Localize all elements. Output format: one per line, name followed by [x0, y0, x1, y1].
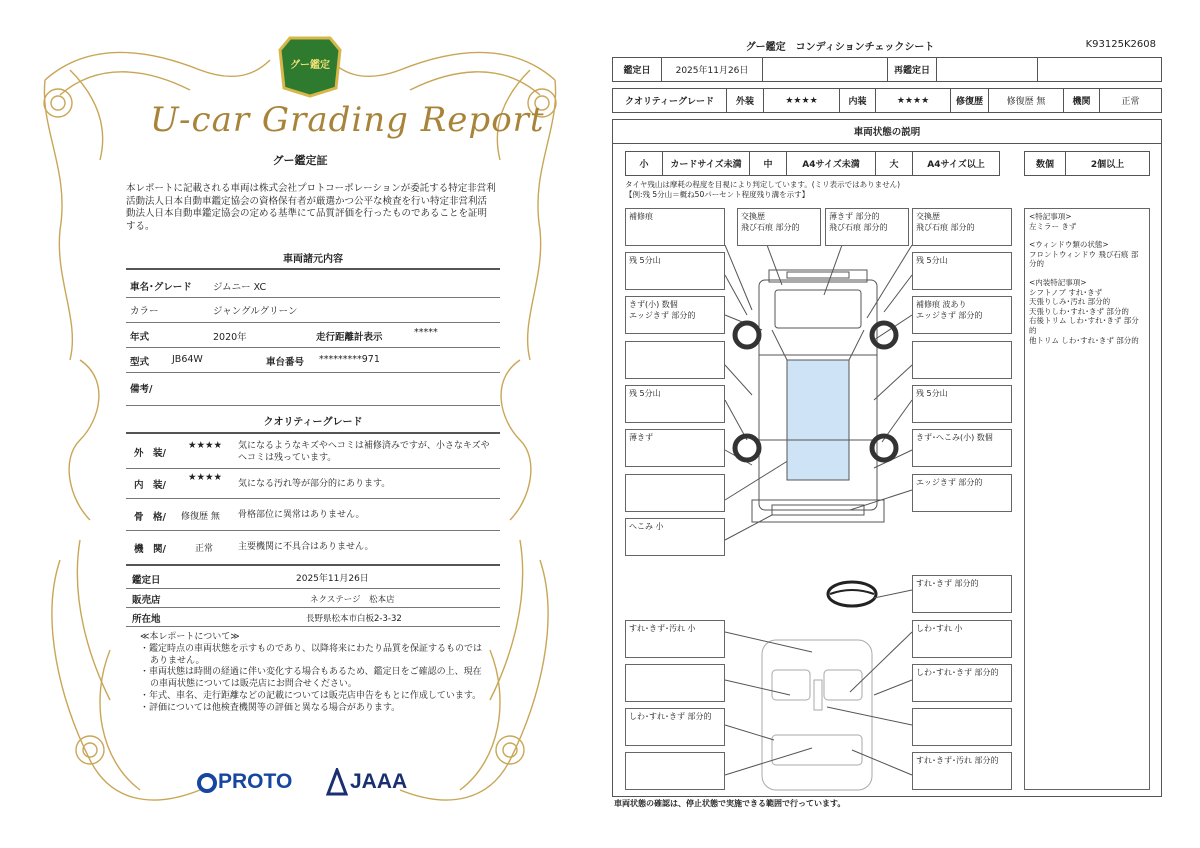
interior-note-ceiling: すれ･きず･汚れ 小	[625, 620, 725, 658]
divider	[126, 347, 500, 348]
date-label: 鑑定日	[612, 57, 662, 82]
interior-notes-line: 右後トリム しわ･すれ･きず 部分的	[1029, 316, 1139, 335]
mileage-value: *****	[414, 327, 438, 338]
damage-note-left-door-rear	[625, 341, 725, 379]
interior-note-front-right-seat: しわ･すれ 小	[912, 620, 1012, 658]
address-label: 所在地	[132, 614, 161, 625]
exterior-comment: 気になるようなキズやヘコミは補修済みですが、小さなキズやヘコミは残っています。	[238, 441, 490, 463]
divider	[126, 530, 500, 531]
window-notes-group	[1029, 240, 1145, 269]
jaaa-logo-icon	[326, 768, 348, 796]
report-notes	[140, 632, 490, 715]
interior-note-left-trim: しわ･すれ･きず 部分的	[625, 708, 725, 746]
damage-note-rear-right: きず･へこみ(小) 数個	[912, 429, 1012, 467]
tire-note-rear-right: 残 5分山	[912, 385, 1012, 423]
notes-title: ≪本レポートについて≫	[140, 632, 240, 642]
model-label: 型式	[130, 357, 150, 368]
interior-notes-line: 天張りしみ･汚れ 部分的	[1029, 297, 1111, 307]
damage-note-rear: へこみ 小	[625, 518, 725, 556]
legend-count-value: 2個以上	[1065, 151, 1150, 176]
damage-note-front-bumper: 交換歴 飛び石痕 部分的	[737, 208, 821, 246]
badge-text: グー鑑定	[290, 60, 330, 71]
proto-logo: PROTO	[218, 770, 293, 793]
tire-note-front-left: 残 5分山	[625, 252, 725, 290]
inspection-date-label: 鑑定日	[132, 575, 161, 586]
interior-stars: ★★★★	[875, 88, 951, 113]
date-value: 2025年11月26日	[661, 57, 763, 82]
interior-note-front-left-seat	[625, 664, 725, 702]
damage-note-hood: 薄きず 部分的 飛び石痕 部分的	[825, 208, 909, 246]
special-notes-group	[1029, 212, 1145, 231]
car-name-label: 車名･グレード	[130, 282, 192, 293]
year-value: 2020年	[213, 332, 247, 343]
divider	[126, 626, 500, 627]
frame-value: 修復歴 無	[181, 512, 220, 522]
proto-logo-icon	[196, 772, 218, 794]
exterior-stars: ★★★★	[188, 440, 223, 451]
interior-notes-line: シフトノブ すれ･きず	[1029, 287, 1103, 297]
note-item: ・鑑定時点の車両状態を示すものであり、以降将来にわたり品質を保証するものではありません。	[140, 643, 483, 666]
damage-note-front-right: 交換歴 飛び石痕 部分的	[912, 208, 1012, 246]
divider	[126, 405, 500, 406]
divider	[126, 268, 500, 270]
inspection-date-value: 2025年11月26日	[296, 574, 369, 584]
interior-notes-line: 他トリム しわ･すれ･きず 部分的	[1029, 335, 1139, 345]
exterior-label: 外装	[726, 88, 764, 113]
blank-cell	[762, 57, 888, 82]
damage-note-right-door-rear	[912, 341, 1012, 379]
mileage-label: 走行距離計表示	[316, 332, 383, 343]
interior-notes-group	[1029, 278, 1145, 345]
divider	[126, 588, 500, 589]
divider	[126, 468, 500, 469]
color-label: カラー	[130, 306, 159, 317]
divider	[126, 297, 500, 298]
interior-note-steering: すれ･きず 部分的	[912, 575, 1012, 613]
interior-note-console	[912, 708, 1012, 746]
grade-section-title: クオリティーグレード	[263, 417, 363, 428]
description-title: 車両状態の説明	[612, 119, 1162, 144]
interior-label: 内装	[839, 88, 876, 113]
engine-label: 機関	[1063, 88, 1100, 113]
sheet-title: グー鑑定 コンディションチェックシート	[745, 42, 935, 53]
exterior-label: 外 装/	[134, 448, 166, 459]
interior-label: 内 装/	[134, 480, 166, 491]
divider	[126, 498, 500, 499]
tire-note-rear-left: 残 5分山	[625, 385, 725, 423]
damage-note-rear-right-2: エッジきず 部分的	[912, 474, 1012, 512]
tire-example: 【例:残 5分山＝概ね50パーセント程度残り溝を示す】	[625, 190, 810, 199]
interior-note-rear-left-seat	[625, 752, 725, 790]
interior-comment: 気になる汚れ等が部分的にあります。	[238, 479, 391, 489]
tire-note: タイヤ残山は摩耗の程度を目視により判定しています。(ミリ表示ではありません)	[625, 180, 901, 189]
shop-value: ネクステージ 松本店	[310, 595, 395, 605]
divider	[126, 372, 500, 373]
legend-large-label: 大	[875, 151, 913, 176]
engine-comment: 主要機関に不具合はありません。	[238, 542, 374, 552]
divider	[126, 564, 500, 566]
legend-medium-label: 中	[749, 151, 787, 176]
tire-note-front-right: 残 5分山	[912, 252, 1012, 290]
certificate-intro: 本レポートに記載される車両は株式会社プロトコーポレーションが委託する特定非営利活動法人日本自動車鑑定協会の資格保有者が厳選かつ公平な検査を行い特定非営利活動法人日本自動車鑑定協会の定める基準にて品質評価を行ったものであることを証明する。	[126, 183, 496, 232]
special-notes-line: 左ミラー きず	[1029, 221, 1077, 231]
legend-large-desc: A4サイズ以上	[912, 151, 1000, 176]
car-name-value: ジムニー XC	[213, 282, 267, 293]
shop-label: 販売店	[132, 595, 161, 606]
interior-note-rear-right-seat: すれ･きず･汚れ 部分的	[912, 752, 1012, 790]
damage-note-right-door-front: 補修痕 波あり エッジきず 部分的	[912, 296, 1012, 334]
special-notes-title: <特記事項>	[1029, 212, 1072, 221]
note-item: ・評価については他検査機関等の評価と異なる場合があります。	[140, 702, 401, 713]
report-script-title: U-car Grading Report	[150, 100, 545, 140]
engine-label: 機 関/	[134, 544, 166, 555]
sheet-footer: 車両状態の確認は、停止状態で実施できる範囲で行っています。	[614, 799, 846, 808]
frame-comment: 骨格部位に異常はありません。	[238, 510, 365, 520]
legend-small-label: 小	[625, 151, 663, 176]
address-value: 長野県松本市白板2-3-32	[306, 614, 402, 624]
divider	[126, 607, 500, 608]
frame-label: 骨 格/	[134, 512, 166, 523]
interior-notes-line: 天張りしわ･すれ･きず 部分的	[1029, 306, 1129, 316]
spec-section-title: 車両諸元内容	[283, 254, 343, 265]
engine-value: 正常	[195, 544, 214, 554]
repair-value: 修復歴 無	[988, 88, 1064, 113]
quality-grade-label: クオリティーグレード	[612, 88, 727, 113]
special-notes-panel	[1024, 208, 1150, 790]
blank-cell	[1037, 57, 1162, 82]
damage-note-rear-left-2	[625, 474, 725, 512]
interior-notes-title: <内装特記事項>	[1029, 277, 1087, 287]
legend-small-desc: カードサイズ未満	[662, 151, 750, 176]
damage-note-rear-left: 薄きず	[625, 429, 725, 467]
exterior-stars: ★★★★	[763, 88, 840, 113]
interior-stars: ★★★★	[188, 472, 223, 483]
divider	[126, 322, 500, 323]
certificate-title: グー鑑定証	[272, 154, 328, 167]
damage-note-left-door-front: きず(小) 数個 エッジきず 部分的	[625, 296, 725, 334]
divider	[126, 432, 500, 434]
note-item: ・年式、車名、走行距離などの記載については販売店申告をもとに作成しています。	[140, 690, 482, 701]
legend-count-label: 数個	[1024, 151, 1066, 176]
sheet-code: K93125K2608	[1085, 39, 1156, 50]
jaaa-logo: JAAA	[350, 770, 408, 793]
year-label: 年式	[130, 332, 150, 343]
color-value: ジャングルグリーン	[213, 306, 298, 317]
redate-label: 再鑑定日	[887, 57, 937, 82]
engine-value: 正常	[1099, 88, 1162, 113]
model-value: JB64W	[172, 354, 203, 365]
note-item: ・車両状態は時間の経過に伴い変化する場合もあるため、鑑定日をご確認の上、現在の車両状態については販売店にお問合せください。	[140, 667, 482, 690]
repair-label: 修復歴	[950, 88, 989, 113]
remarks-label: 備考/	[130, 384, 153, 395]
chassis-value: *********971	[319, 354, 380, 365]
window-notes-line: フロントウィンドウ 飛び石痕 部分的	[1029, 249, 1139, 269]
legend-medium-desc: A4サイズ未満	[786, 151, 876, 176]
redate-value	[936, 57, 1038, 82]
window-notes-title: <ウィンドウ類の状態>	[1029, 240, 1109, 250]
interior-note-right-trim: しわ･すれ･きず 部分的	[912, 664, 1012, 702]
chassis-label: 車台番号	[266, 357, 305, 368]
damage-note-front-left: 補修痕	[625, 208, 725, 246]
